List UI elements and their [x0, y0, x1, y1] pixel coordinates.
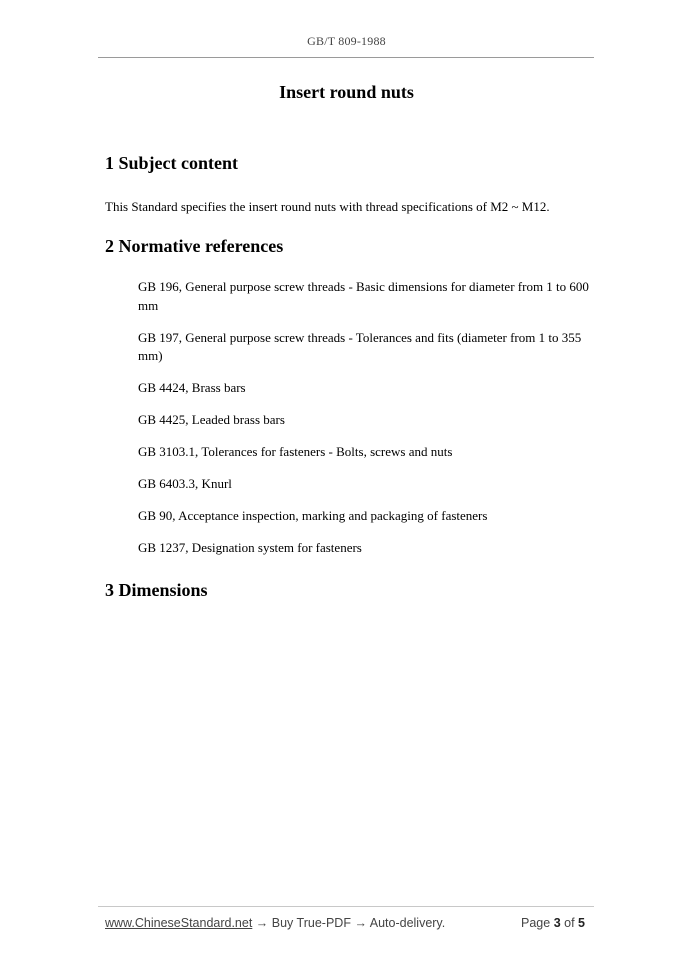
- section-heading-dimensions: 3 Dimensions: [105, 580, 208, 600]
- page-of: of: [564, 916, 575, 930]
- page-label: Page: [521, 916, 551, 930]
- footer-divider: [98, 906, 594, 907]
- reference-item: GB 4425, Leaded brass bars: [138, 412, 285, 427]
- reference-item: GB 90, Acceptance inspection, marking and packaging of fasteners: [138, 508, 488, 523]
- page-number: [521, 916, 585, 930]
- reference-item: GB 6403.3, Knurl: [138, 476, 232, 491]
- subject-content-paragraph: This Standard specifies the insert round nuts with thread specifications of M2 ~ M12.: [105, 199, 550, 214]
- header-divider: [98, 57, 594, 58]
- reference-item: GB 197, General purpose screw threads - Tolerances and fits (diameter from 1 to 355 mm): [138, 329, 582, 363]
- section-heading-subject-content: 1 Subject content: [105, 153, 238, 173]
- footer-promo: [105, 916, 445, 930]
- normative-reference-list: [138, 278, 596, 571]
- document-title: Insert round nuts: [279, 82, 414, 102]
- reference-item: GB 1237, Designation system for fasteners: [138, 540, 362, 555]
- reference-item: GB 196, General purpose screw threads - Basic dimensions for diameter from 1 to 600 mm: [138, 279, 589, 313]
- page-current: 3: [553, 916, 561, 930]
- auto-delivery-text: → Auto-delivery.: [354, 916, 446, 930]
- reference-item: GB 3103.1, Tolerances for fasteners - Bolts, screws and nuts: [138, 444, 453, 459]
- buy-pdf-text: → Buy True-PDF: [255, 916, 351, 930]
- section-heading-normative-references: 2 Normative references: [105, 236, 284, 256]
- reference-item: GB 4424, Brass bars: [138, 380, 246, 395]
- page-footer: [105, 916, 585, 930]
- running-header: GB/T 809-1988: [307, 34, 386, 48]
- page-total: 5: [578, 916, 585, 930]
- site-link[interactable]: www.ChineseStandard.net: [105, 916, 253, 930]
